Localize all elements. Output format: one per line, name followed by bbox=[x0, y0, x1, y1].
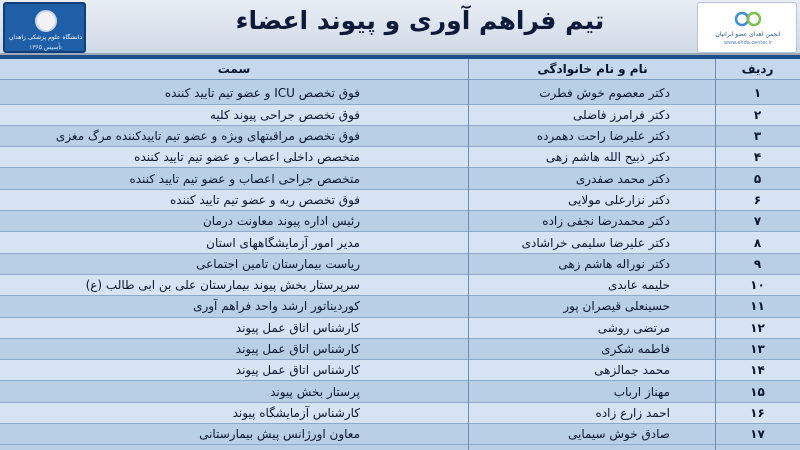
header-num: ردیف bbox=[741, 62, 774, 77]
row-number: ۵ bbox=[753, 171, 762, 186]
member-role: متخصص جراحی اعصاب و عضو تیم تایید کننده bbox=[129, 171, 360, 186]
row-number: ۳ bbox=[753, 129, 762, 144]
row-number: ۸ bbox=[753, 235, 762, 250]
row-number: ۱۰ bbox=[750, 278, 765, 293]
member-name: احمد زارع زاده bbox=[595, 405, 670, 420]
row-number: ۶ bbox=[753, 192, 762, 207]
member-role: کوردیناتور ارشد واحد فراهم آوری bbox=[193, 299, 360, 314]
university-logo-text: دانشگاه علوم پزشکی زاهدان bbox=[8, 34, 83, 41]
emblem-icon bbox=[35, 10, 57, 32]
row-number: ۱۷ bbox=[750, 427, 765, 442]
table-row bbox=[0, 190, 800, 211]
column-divider bbox=[715, 59, 716, 450]
table-row bbox=[0, 318, 800, 339]
header-role: سمت bbox=[217, 62, 251, 77]
member-name: دکتر محمد صفدری bbox=[575, 171, 670, 186]
member-name: دکتر فرامرز فاضلی bbox=[572, 107, 670, 122]
university-logo bbox=[3, 2, 86, 53]
row-number: ۱۶ bbox=[750, 405, 765, 420]
table-row bbox=[0, 232, 800, 253]
table-row bbox=[0, 169, 800, 190]
row-number: ۲ bbox=[753, 107, 762, 122]
member-role: رئیس اداره پیوند معاونت درمان bbox=[202, 214, 360, 229]
ehda-logo-text: انجمن اهدای عضو ایرانیان bbox=[715, 31, 781, 38]
slide-header bbox=[0, 0, 800, 55]
header-name: نام و نام خانوادگی bbox=[537, 62, 648, 77]
table-row bbox=[0, 126, 800, 147]
member-role: فوق تخصص مراقبتهای ویژه و عضو تیم تاییدکننده مرگ مغزی bbox=[55, 129, 360, 144]
linked-rings-icon bbox=[732, 11, 764, 27]
table-row bbox=[0, 424, 800, 445]
member-name: دکتر محمدرضا نجفی زاده bbox=[542, 214, 670, 229]
member-name: حلیمه عابدی bbox=[607, 278, 670, 293]
table-row bbox=[0, 254, 800, 275]
member-name: محمد جمالزهی bbox=[594, 363, 670, 378]
member-name: حسینعلی قیصران پور bbox=[563, 299, 670, 314]
member-name: دکتر نزارعلی مولایی bbox=[568, 192, 670, 207]
table-header-row bbox=[0, 59, 800, 80]
member-role: معاون اورژانس پیش بیمارستانی bbox=[199, 427, 360, 442]
table-row bbox=[0, 382, 800, 403]
member-name: دکتر علیرضا راحت دهمرده bbox=[536, 129, 670, 144]
member-name: دکتر ذبیح الله هاشم زهی bbox=[545, 150, 670, 165]
member-role: مدیر امور آزمایشگاههای استان bbox=[206, 235, 360, 250]
member-role: فوق تخصص جراحی پیوند کلیه bbox=[209, 107, 360, 122]
member-role: پرستار بخش پیوند bbox=[270, 384, 360, 399]
member-name: دکتر نوراله هاشم زهی bbox=[558, 256, 670, 271]
member-name: دکتر علیرضا سلیمی خراشادی bbox=[521, 235, 670, 250]
member-name: صادق خوش سیمایی bbox=[567, 427, 670, 442]
member-role: متخصص داخلی اعصاب و عضو تیم تایید کننده bbox=[134, 150, 360, 165]
member-role: کارشناس اتاق عمل پیوند bbox=[235, 342, 360, 357]
page-title: تیم فراهم آوری و پیوند اعضاء bbox=[235, 6, 605, 35]
member-role: فوق تخصص ریه و عضو تیم تایید کننده bbox=[169, 192, 360, 207]
table-row bbox=[0, 296, 800, 317]
table-row bbox=[0, 403, 800, 424]
table-row bbox=[0, 105, 800, 126]
table-row bbox=[0, 339, 800, 360]
column-divider bbox=[468, 59, 469, 450]
table-row bbox=[0, 211, 800, 232]
member-name: فاطمه شکری bbox=[601, 342, 670, 357]
row-number: ۱۲ bbox=[750, 320, 765, 335]
ehda-logo bbox=[697, 2, 797, 53]
member-name: مرتضی روشی bbox=[597, 320, 670, 335]
member-name: دکتر معصوم خوش فطرت bbox=[539, 86, 670, 101]
university-logo-year: ۱۳۶۵ تأسیس bbox=[29, 44, 62, 51]
table-row bbox=[0, 275, 800, 296]
row-number: ۷ bbox=[753, 214, 762, 229]
member-role: سرپرستار بخش پیوند بیمارستان علی بن ابی طالب (ع) bbox=[85, 278, 360, 293]
table-row bbox=[0, 360, 800, 381]
ehda-logo-url: www.ehda.center.ir bbox=[723, 40, 773, 46]
row-number: ۴ bbox=[753, 150, 762, 165]
table-row bbox=[0, 83, 800, 104]
member-name: مهناز ارباب bbox=[613, 384, 670, 399]
table-row bbox=[0, 147, 800, 168]
row-number: ۹ bbox=[753, 256, 762, 271]
member-role: ریاست بیمارستان تامین اجتماعی bbox=[196, 256, 360, 271]
row-number: ۱ bbox=[753, 86, 762, 101]
row-number: ۱۵ bbox=[750, 384, 765, 399]
member-role: کارشناس آزمایشگاه پیوند bbox=[232, 405, 360, 420]
row-number: ۱۴ bbox=[750, 363, 765, 378]
members-table bbox=[0, 59, 800, 450]
row-number: ۱۱ bbox=[750, 299, 765, 314]
member-role: کارشناس اتاق عمل پیوند bbox=[235, 363, 360, 378]
member-role: فوق تخصص ICU و عضو تیم تایید کننده bbox=[164, 86, 360, 101]
row-number: ۱۳ bbox=[750, 342, 765, 357]
member-role: کارشناس اتاق عمل پیوند bbox=[235, 320, 360, 335]
